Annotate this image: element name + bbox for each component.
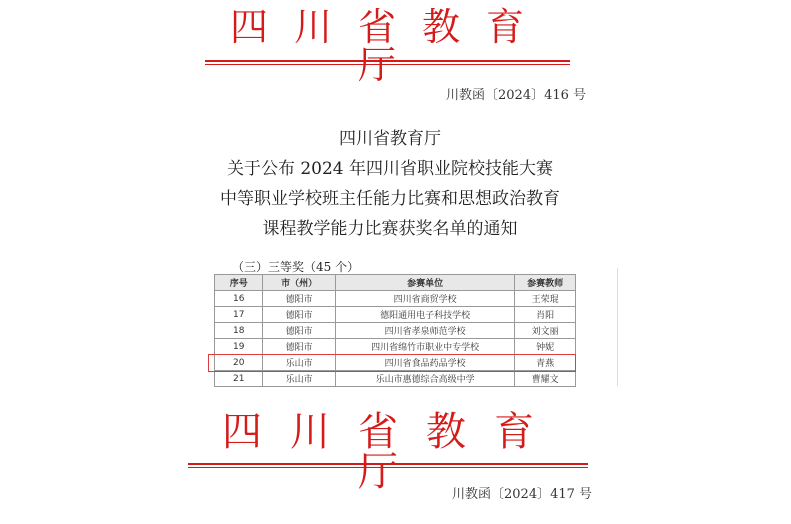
- table-row: [215, 371, 576, 387]
- cell-unit: 四川省孝泉师范学校: [335, 323, 515, 339]
- cell-teacher: 刘文丽: [515, 323, 576, 339]
- top-red-rule: [205, 60, 570, 62]
- cell-city: 德阳市: [263, 339, 335, 355]
- bottom-red-rule-thin: [188, 467, 588, 468]
- bottom-doc-number: 川教函〔2024〕417 号: [452, 487, 593, 502]
- bottom-masthead: 四川省教育厅: [222, 409, 562, 495]
- cell-city: 乐山市: [263, 371, 335, 387]
- cell-teacher: 肖阳: [515, 307, 576, 323]
- top-masthead: 四川省教育厅: [229, 5, 550, 87]
- title-line-2: 关于公布 2024 年四川省职业院校技能大赛: [226, 159, 554, 179]
- cell-no: 21: [215, 371, 263, 387]
- cell-no: 16: [215, 291, 263, 307]
- cell-unit: 四川省食品药品学校: [335, 355, 515, 371]
- cell-teacher: 青燕: [515, 355, 576, 371]
- header-no: 序号: [215, 275, 263, 291]
- page-edge-divider: [617, 268, 618, 386]
- cell-teacher: 曹耀文: [515, 371, 576, 387]
- cell-city: 德阳市: [263, 323, 335, 339]
- cell-no: 18: [215, 323, 263, 339]
- table-row: [215, 307, 576, 323]
- table-header-row: [215, 275, 576, 291]
- header-city: 市（州）: [263, 275, 335, 291]
- title-line-4: 课程教学能力比赛获奖名单的通知: [262, 219, 518, 239]
- cell-city: 德阳市: [263, 291, 335, 307]
- table-row: [215, 339, 576, 355]
- cell-no: 19: [215, 339, 263, 355]
- header-teacher: 参赛教师: [515, 275, 576, 291]
- cell-no: 20: [215, 355, 263, 371]
- title-line-1: 四川省教育厅: [339, 129, 441, 149]
- title-line-3: 中等职业学校班主任能力比赛和思想政治教育: [220, 189, 560, 209]
- header-unit: 参赛单位: [335, 275, 515, 291]
- bottom-red-rule: [188, 463, 588, 465]
- cell-teacher: 王荣琨: [515, 291, 576, 307]
- notice-title: [180, 124, 600, 244]
- top-red-rule-thin: [205, 64, 570, 65]
- table-row: [215, 291, 576, 307]
- cell-unit: 德阳通用电子科技学校: [335, 307, 515, 323]
- cell-city: 乐山市: [263, 355, 335, 371]
- top-doc-number: 川教函〔2024〕416 号: [446, 88, 587, 103]
- cell-unit: 四川省绵竹市职业中专学校: [335, 339, 515, 355]
- table-row: [215, 323, 576, 339]
- cell-unit: 乐山市惠德综合高级中学: [335, 371, 515, 387]
- cell-unit: 四川省商贸学校: [335, 291, 515, 307]
- section-label: （三）三等奖（45 个）: [232, 260, 360, 274]
- cell-no: 17: [215, 307, 263, 323]
- row-highlight-box: [208, 354, 576, 372]
- cell-teacher: 钟妮: [515, 339, 576, 355]
- cell-city: 德阳市: [263, 307, 335, 323]
